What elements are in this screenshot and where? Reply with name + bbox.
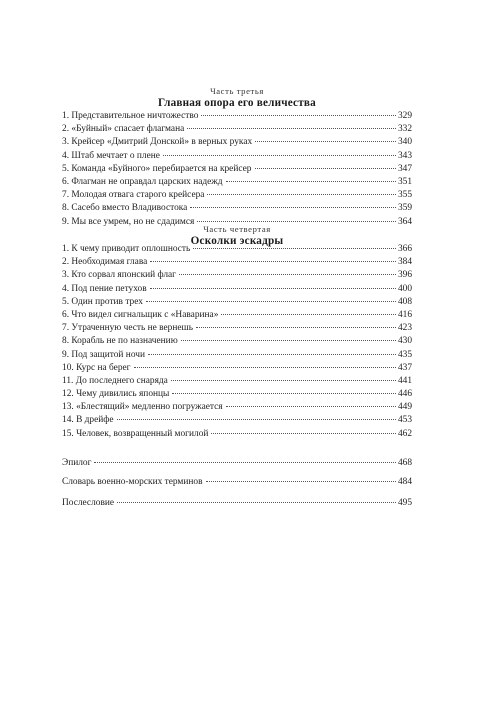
- entry-page: 430: [397, 336, 412, 347]
- entry-page: 351: [397, 176, 412, 187]
- toc-entry: [62, 414, 412, 427]
- afterword-entry: [62, 497, 412, 510]
- entry-title: 12. Чему дивились японцы: [62, 389, 170, 400]
- dot-leader: [179, 274, 396, 275]
- entry-page: 384: [397, 257, 412, 268]
- entry-title: Послесловие: [62, 498, 115, 508]
- toc-entry: [62, 309, 412, 322]
- dot-leader: [190, 207, 396, 208]
- dot-leader: [211, 433, 396, 434]
- part3-entries: [62, 110, 412, 229]
- toc-entry: [62, 296, 412, 309]
- entry-title: 13. «Блестящий» медленно погружается: [62, 402, 223, 413]
- entry-page: 329: [397, 111, 412, 121]
- part4-label: Часть четвертая: [203, 224, 271, 234]
- entry-title: 5. Команда «Буйного» перебирается на крейсер: [62, 163, 252, 174]
- part3-label: Часть третья: [210, 86, 264, 96]
- toc-entry: [62, 362, 412, 375]
- entry-page: 366: [397, 244, 412, 254]
- entry-page: 495: [397, 498, 412, 508]
- entry-page: 423: [397, 323, 412, 334]
- entry-page: 435: [397, 349, 412, 360]
- entry-title: 6. Флагман не оправдал царских надежд: [62, 176, 223, 187]
- entry-page: 416: [397, 309, 412, 320]
- dot-leader: [187, 128, 396, 129]
- entry-title: 2. «Буйный» спасает флагмана: [62, 124, 185, 135]
- entry-page: 355: [397, 190, 412, 201]
- entry-title: 5. Один против трех: [62, 296, 143, 307]
- entry-page: 449: [397, 402, 412, 413]
- entry-page: 453: [397, 415, 412, 426]
- entry-page: 340: [397, 137, 412, 148]
- entry-title: 3. Кто сорвал японский флаг: [62, 270, 177, 281]
- toc-entry: [62, 269, 412, 282]
- dot-leader: [134, 367, 396, 368]
- entry-title: 11. До последнего снаряда: [62, 375, 168, 386]
- entry-page: 332: [397, 124, 412, 135]
- entry-title: 7. Утраченную честь не вернешь: [62, 323, 194, 334]
- dot-leader: [117, 502, 396, 503]
- dot-leader: [221, 314, 396, 315]
- entry-page: 408: [397, 296, 412, 307]
- entry-page: 347: [397, 163, 412, 174]
- entry-title: 6. Что видел сигнальщик с «Наварина»: [62, 309, 219, 320]
- toc-entry: [62, 189, 412, 202]
- toc-entry: [62, 401, 412, 414]
- entry-page: 343: [397, 150, 412, 161]
- dot-leader: [226, 181, 396, 182]
- entry-title: 8. Сасебо вместо Владивостока: [62, 203, 188, 214]
- entry-title: Словарь военно-морских терминов: [62, 477, 203, 487]
- dot-leader: [196, 327, 396, 328]
- dot-leader: [148, 354, 396, 355]
- dot-leader: [146, 301, 396, 302]
- toc-entry: [62, 428, 412, 441]
- part4-entries: [62, 243, 412, 441]
- toc-entry: [62, 256, 412, 269]
- dot-leader: [181, 340, 396, 341]
- entry-page: 446: [397, 389, 412, 400]
- toc-entry: [62, 123, 412, 136]
- part3-title: Главная опора его величества: [158, 97, 316, 109]
- dot-leader: [150, 261, 396, 262]
- entry-page: 462: [397, 428, 412, 439]
- toc-entry: [62, 150, 412, 163]
- toc-entry: [62, 163, 412, 176]
- entry-title: 1. К чему приводит оплошность: [62, 244, 191, 254]
- epilogue-entry: [62, 457, 412, 470]
- entry-title: 7. Молодая отвага старого крейсера: [62, 190, 205, 201]
- dot-leader: [94, 462, 396, 463]
- entry-title: 10. Курс на берег: [62, 362, 131, 373]
- entry-page: 364: [397, 216, 412, 227]
- toc-entry: [62, 202, 412, 215]
- entry-title: 9. Мы все умрем, но не сдадимся: [62, 216, 195, 227]
- toc-entry: [62, 283, 412, 296]
- entry-title: Эпилог: [62, 458, 92, 468]
- dot-leader: [201, 115, 396, 116]
- toc-entry: [62, 110, 412, 123]
- dot-leader: [171, 380, 396, 381]
- entry-title: 4. Под пение петухов: [62, 283, 147, 294]
- entry-title: 14. В дрейфе: [62, 415, 114, 426]
- dot-leader: [206, 481, 396, 482]
- dot-leader: [163, 155, 396, 156]
- dot-leader: [117, 419, 396, 420]
- toc-entry: [62, 388, 412, 401]
- dot-leader: [255, 141, 396, 142]
- entry-title: 4. Штаб мечтает о плене: [62, 150, 160, 161]
- entry-title: 15. Человек, возвращенный могилой: [62, 428, 209, 439]
- entry-title: 8. Корабль не по назначению: [62, 336, 178, 347]
- dot-leader: [197, 221, 396, 222]
- entry-page: 437: [397, 362, 412, 373]
- dot-leader: [172, 393, 396, 394]
- entry-title: 3. Крейсер «Дмитрий Донской» в верных руках: [62, 137, 253, 148]
- toc-entry: [62, 136, 412, 149]
- toc-entry: [62, 176, 412, 189]
- entry-page: 484: [397, 477, 412, 487]
- entry-title: 2. Необходимая глава: [62, 257, 148, 268]
- toc-entry: [62, 335, 412, 348]
- dot-leader: [150, 288, 396, 289]
- toc-entry: [62, 375, 412, 388]
- entry-page: 359: [397, 203, 412, 214]
- toc-entry: [62, 322, 412, 335]
- dot-leader: [193, 248, 396, 249]
- toc-entry: [62, 349, 412, 362]
- dot-leader: [207, 194, 395, 195]
- entry-page: 468: [397, 458, 412, 468]
- entry-page: 441: [397, 375, 412, 386]
- entry-title: 9. Под защитой ночи: [62, 349, 145, 360]
- part4-title: Осколки эскадры: [190, 235, 284, 247]
- dot-leader: [226, 406, 396, 407]
- entry-title: 1. Представительное ничтожество: [62, 111, 199, 121]
- dot-leader: [255, 168, 396, 169]
- entry-page: 396: [397, 270, 412, 281]
- toc-entry: [62, 243, 412, 256]
- glossary-entry: [62, 476, 412, 489]
- entry-page: 400: [397, 283, 412, 294]
